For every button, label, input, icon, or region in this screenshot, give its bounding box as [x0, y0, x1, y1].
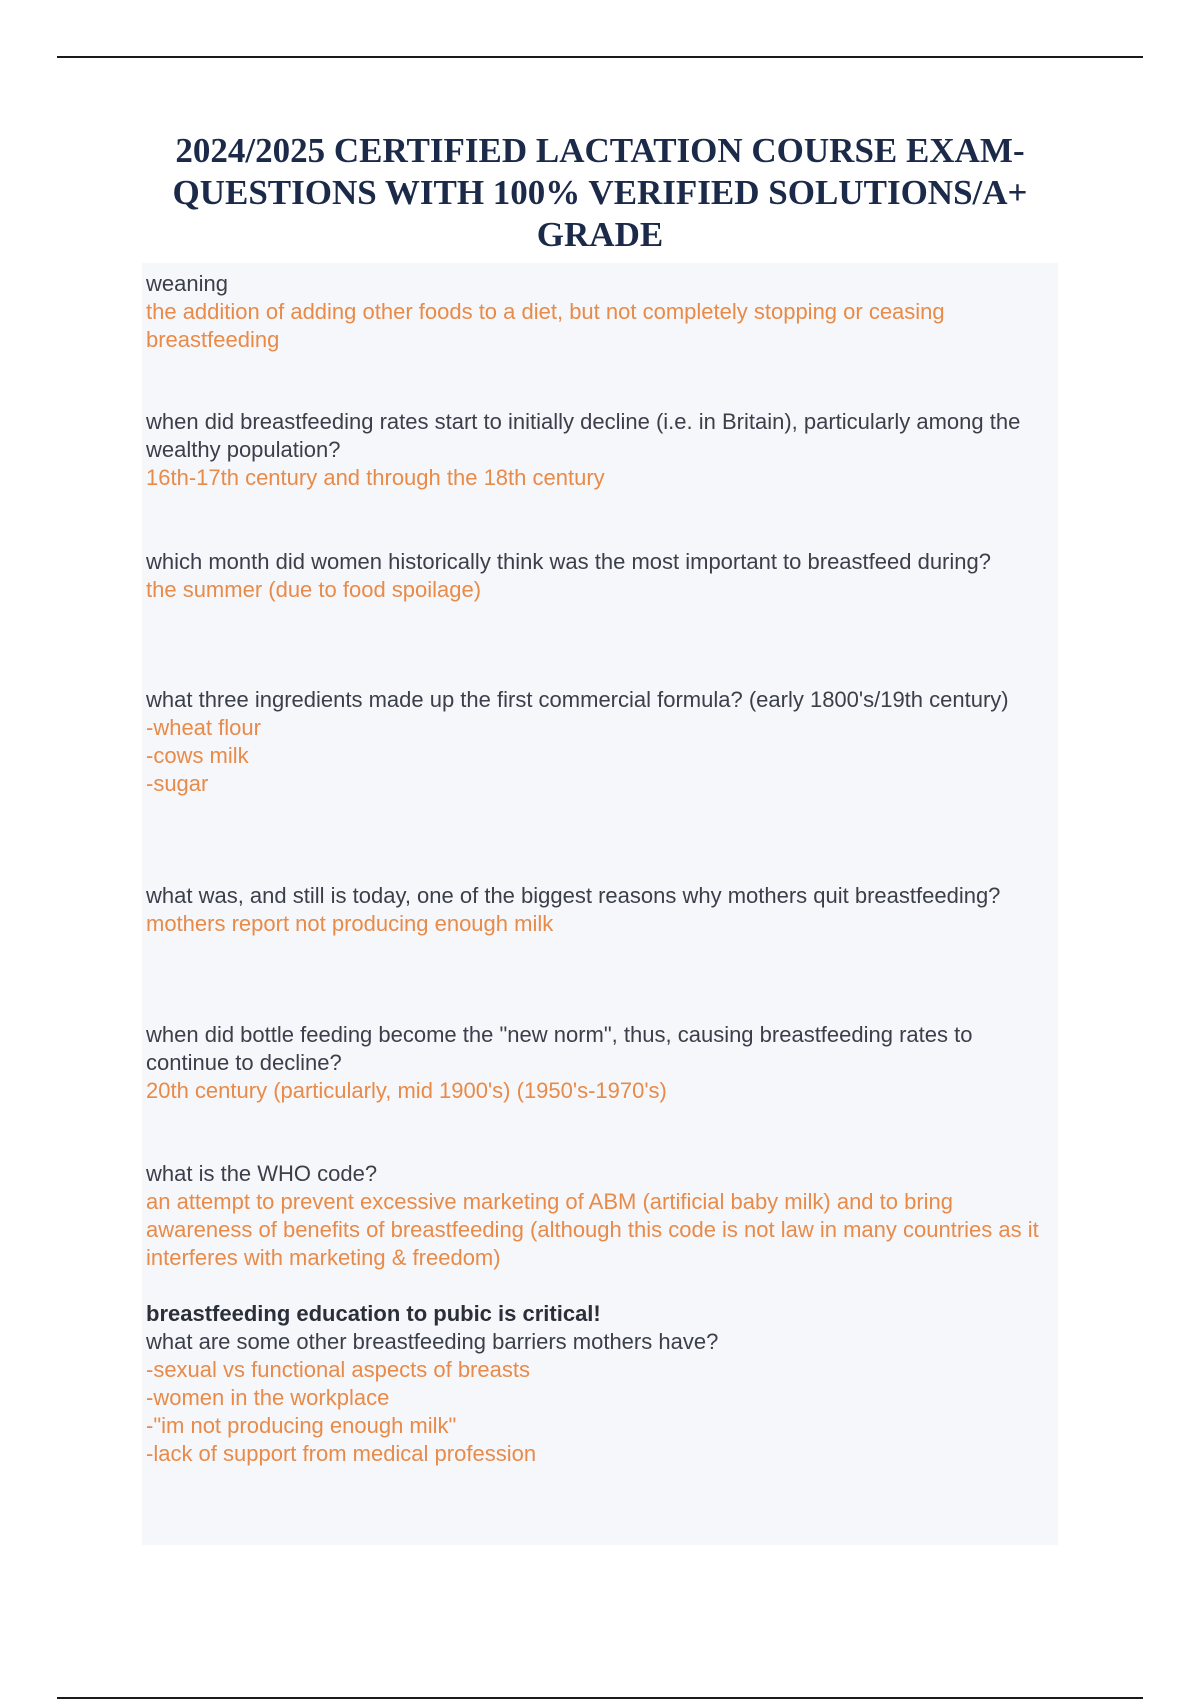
section-heading: breastfeeding education to pubic is critical! — [146, 1301, 601, 1326]
answer-line: -sexual vs functional aspects of breasts — [146, 1357, 530, 1382]
answer-line: 20th century (particularly, mid 1900's) (1950's-1970's) — [146, 1078, 667, 1103]
answer-line: -women in the workplace — [146, 1385, 390, 1410]
question-text: when did breastfeeding rates start to initially decline (i.e. in Britain), particularly among the wealthy population? — [146, 409, 1021, 462]
answer-text — [146, 1188, 1056, 1272]
answer-text — [146, 1356, 1056, 1468]
qa-item-decline — [146, 408, 1056, 492]
answer-text — [146, 910, 1056, 938]
question-text: weaning — [146, 271, 228, 296]
answer-text — [146, 576, 1056, 604]
answer-line: the summer (due to food spoilage) — [146, 577, 482, 602]
qa-item-barriers — [146, 1300, 1056, 1468]
answer-line: -sugar — [146, 771, 209, 796]
answer-text — [146, 464, 1056, 492]
question-text: which month did women historically think was the most important to breastfeed during? — [146, 549, 991, 574]
answer-text — [146, 714, 1056, 798]
question-text: what is the WHO code? — [146, 1161, 378, 1186]
answer-line: the addition of adding other foods to a diet, but not completely stopping or ceasing breastfeeding — [146, 299, 945, 352]
answer-line: -"im not producing enough milk" — [146, 1413, 457, 1438]
top-rule — [57, 56, 1143, 58]
answer-line: 16th-17th century and through the 18th century — [146, 465, 605, 490]
bottom-rule — [57, 1697, 1143, 1699]
answer-text — [146, 1077, 1056, 1105]
question-text: what three ingredients made up the first commercial formula? (early 1800's/19th century) — [146, 687, 1009, 712]
qa-item-who-code — [146, 1160, 1056, 1272]
question-text: when did bottle feeding become the "new norm", thus, causing breastfeeding rates to continue to decline? — [146, 1022, 973, 1075]
qa-item-month — [146, 548, 1056, 604]
answer-line: -lack of support from medical profession — [146, 1441, 537, 1466]
question-text: what are some other breastfeeding barriers mothers have? — [146, 1329, 719, 1354]
question-text: what was, and still is today, one of the biggest reasons why mothers quit breastfeeding? — [146, 883, 1001, 908]
answer-line: -wheat flour — [146, 715, 261, 740]
answer-line: an attempt to prevent excessive marketing of ABM (artificial baby milk) and to bring awareness of benefits of breastfeeding (although this code is not law in many countries as it interferes with marketing & freedom) — [146, 1189, 1039, 1270]
qa-item-bottle-feeding — [146, 1021, 1056, 1105]
document-title: 2024/2025 CERTIFIED LACTATION COURSE EXAM-QUESTIONS WITH 100% VERIFIED SOLUTIONS/A+ GRADE — [172, 131, 1028, 254]
answer-line: mothers report not producing enough milk — [146, 911, 554, 936]
answer-line: -cows milk — [146, 743, 249, 768]
answer-text — [146, 298, 1056, 354]
qa-item-quit-reasons — [146, 882, 1056, 938]
qa-item-formula — [146, 686, 1056, 798]
qa-item-weaning — [146, 270, 1056, 354]
